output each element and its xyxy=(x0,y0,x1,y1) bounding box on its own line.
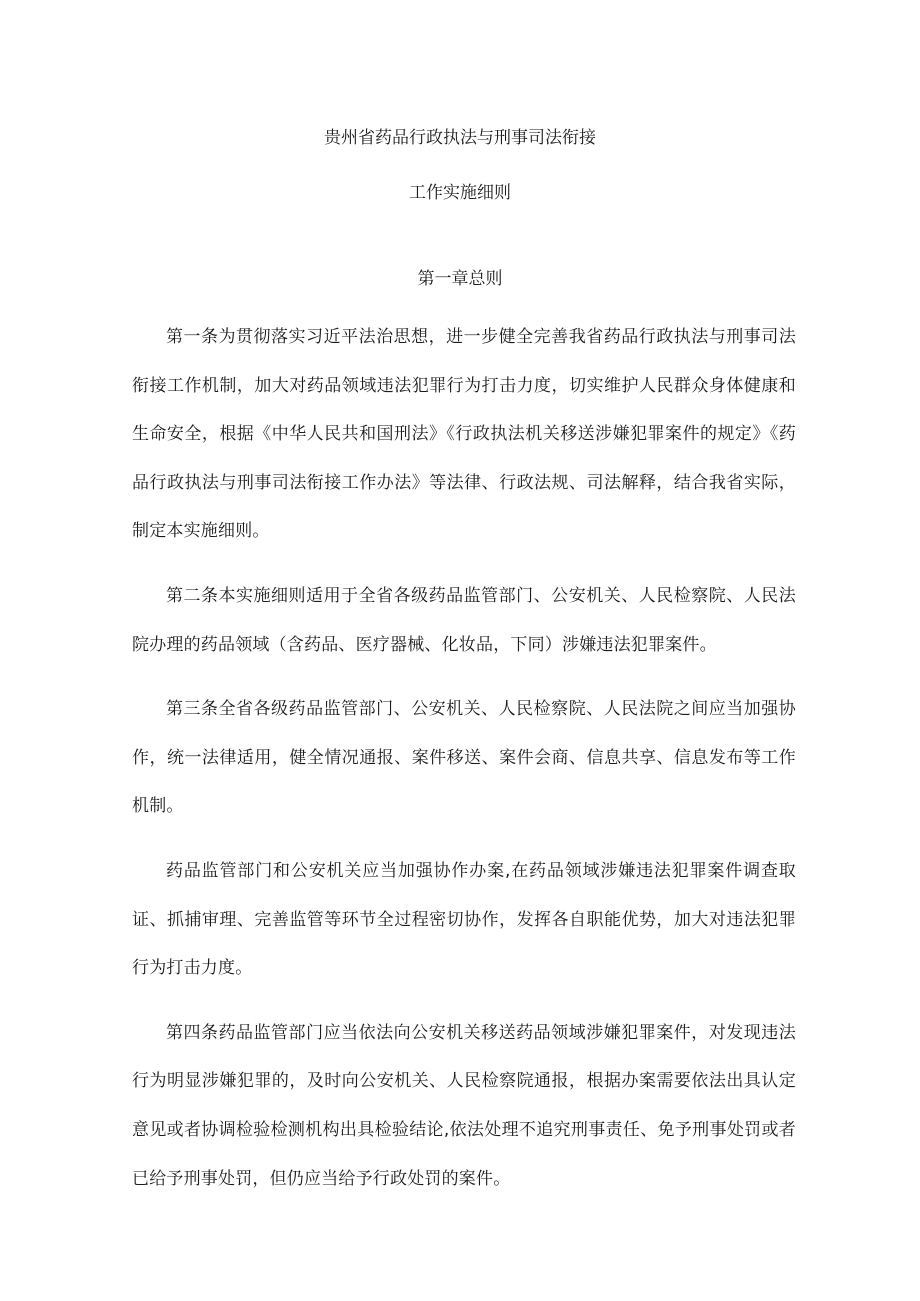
chapter-heading: 第一章总则 xyxy=(417,269,503,289)
document-title-line2: 工作实施细则 xyxy=(409,183,511,203)
document-body xyxy=(132,313,796,1219)
article-1-paragraph: 第一条为贯彻落实习近平法治思想，进一步健全完善我省药品行政执法与刑事司法衔接工作机制，加大对药品领域违法犯罪行为打击力度，切实维护人民群众身体健康和生命安全，根据《中华人民共和国刑法》《行政执法机关移送涉嫌犯罪案件的规定》《药品行政执法与刑事司法衔接工作办法》等法律、行政法规、司法解释，结合我省实际，制定本实施细则。 xyxy=(132,327,796,542)
article-2-paragraph: 第二条本实施细则适用于全省各级药品监管部门、公安机关、人民检察院、人民法院办理的药品领域（含药品、医疗器械、化妆品，下同）涉嫌违法犯罪案件。 xyxy=(132,585,796,655)
article-3-continuation-paragraph: 药品监管部门和公安机关应当加强协作办案,在药品领域涉嫌违法犯罪案件调查取证、抓捕审理、完善监管等环节全过程密切协作，发挥各自职能优势，加大对违法犯罪行为打击力度。 xyxy=(132,860,796,979)
document-title-line1: 贵州省药品行政执法与刑事司法衔接 xyxy=(324,128,596,148)
article-4-paragraph: 第四条药品监管部门应当依法向公安机关移送药品领域涉嫌犯罪案件，对发现违法行为明显涉嫌犯罪的，及时向公安机关、人民检察院通报，根据办案需要依法出具认定意见或者协调检验检测机构出具检验结论,依法处理不追究刑事责任、免予刑事处罚或者已给予刑事处罚，但仍应当给予行政处罚的案件。 xyxy=(132,1022,796,1189)
article-3-paragraph: 第三条全省各级药品监管部门、公安机关、人民检察院、人民法院之间应当加强协作，统一法律适用，健全情况通报、案件移送、案件会商、信息共享、信息发布等工作机制。 xyxy=(132,699,796,817)
